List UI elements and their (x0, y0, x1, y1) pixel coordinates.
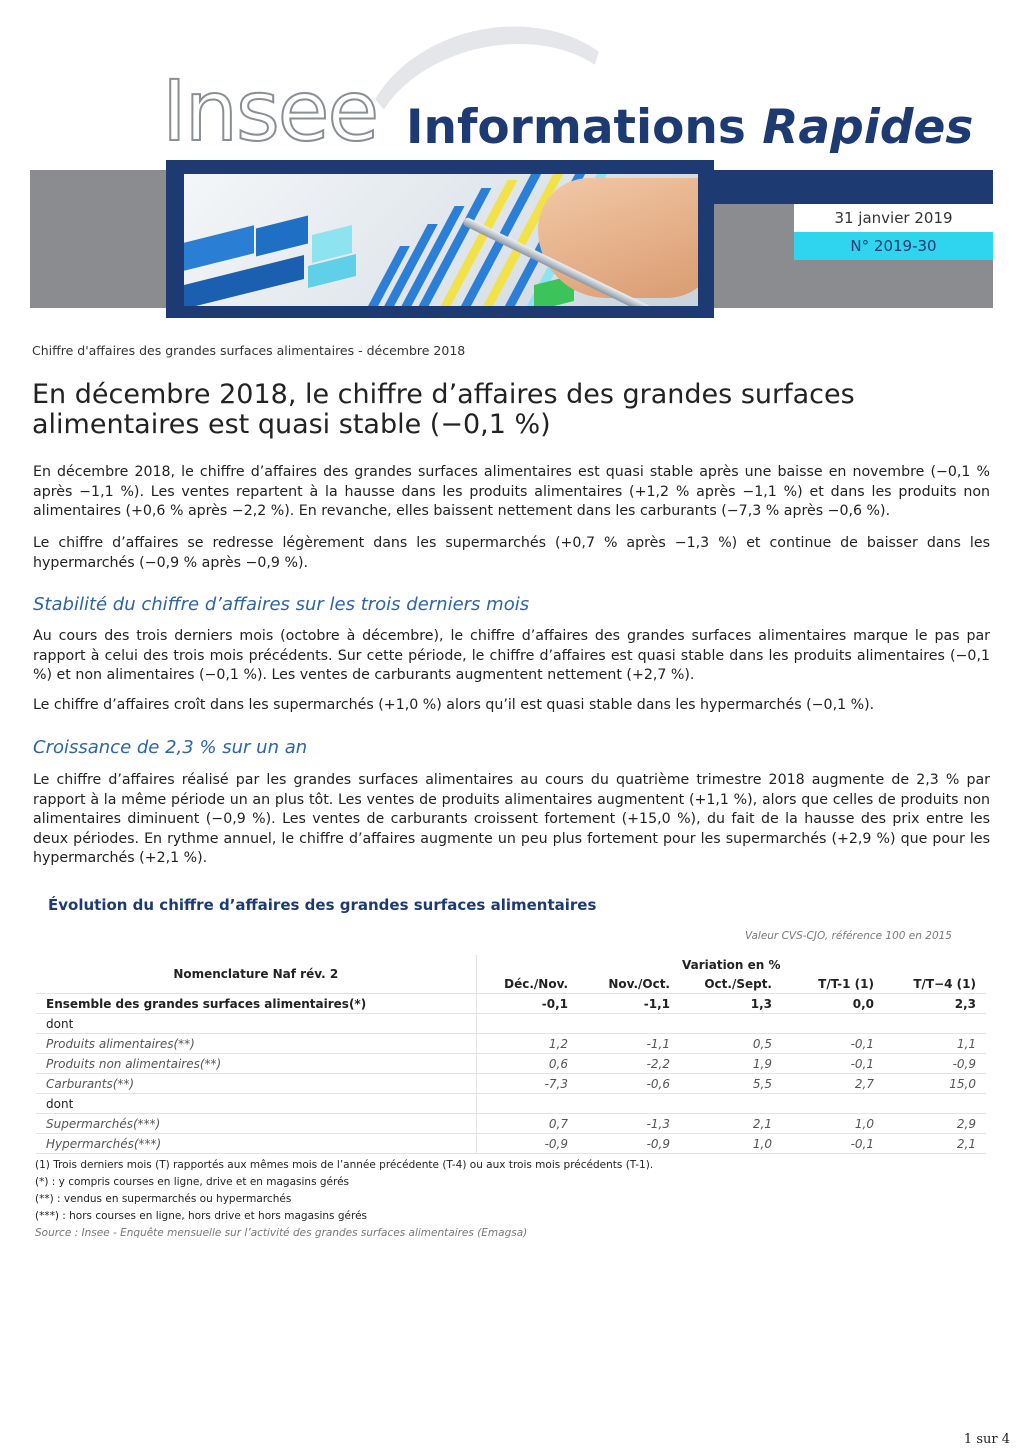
cell-value: 2,3 (884, 994, 986, 1014)
cell-value: 1,9 (680, 1054, 782, 1074)
table-row (36, 994, 986, 1014)
cell-value: -7,3 (476, 1074, 578, 1094)
page-number: 1 sur 4 (963, 1432, 1010, 1447)
column-header: T/T-1 (1) (782, 974, 884, 994)
insee-logo: Insee (162, 62, 378, 160)
table-row (36, 1094, 986, 1114)
cell-value: -0,1 (782, 1054, 884, 1074)
headline: En décembre 2018, le chiffre d’affaires des grandes surfaces alimentaires est quasi stable (−0,1 %) (32, 379, 855, 440)
row-label: Supermarchés(***) (36, 1114, 476, 1134)
footnote: (***) : hors courses en ligne, hors drive et hors magasins gérés (35, 1210, 367, 1222)
table-row (36, 1134, 986, 1154)
table-row (36, 1054, 986, 1074)
footnote: (*) : y compris courses en ligne, drive et en magasins gérés (35, 1176, 350, 1188)
cell-value (680, 1094, 782, 1114)
column-header: Oct./Sept. (680, 974, 782, 994)
publication-number: N° 2019-30 (794, 232, 993, 260)
row-label: Ensemble des grandes surfaces alimentaires(*) (36, 994, 476, 1014)
row-label: Carburants(**) (36, 1074, 476, 1094)
cell-value: -0,9 (476, 1134, 578, 1154)
cell-value: -0,6 (578, 1074, 680, 1094)
row-label: Produits alimentaires(**) (36, 1034, 476, 1054)
cell-value: -0,1 (476, 994, 578, 1014)
row-label: dont (36, 1094, 476, 1114)
paragraph-5: Le chiffre d’affaires réalisé par les grandes surfaces alimentaires au cours du quatrième trimestre 2018 augmente de 2,3 % par rapport à la même période un an plus tôt. Les ventes de produits alimentaires augmentent (+1,1 %), alors que celles de produits non alimentaires diminuent (−0,9 %). Les ventes de carburants croissent fortement (+15,0 %), du fait de la hausse des prix entre les deux périodes. En rythme annuel, le chiffre d’affaires augmente un peu plus fortement pour les supermarchés (+2,9 %) que pour les hypermarchés (+2,1 %). (33, 772, 990, 866)
table-title: Évolution du chiffre d’affaires des grandes surfaces alimentaires (48, 896, 597, 914)
footnote: (1) Trois derniers mois (T) rapportés aux mêmes mois de l’année précédente (T-4) ou aux trois mois précédents (T-1). (35, 1159, 654, 1171)
row-label: dont (36, 1014, 476, 1034)
cell-value (578, 1094, 680, 1114)
cell-value: -0,1 (782, 1034, 884, 1054)
column-header: T/T−4 (1) (884, 974, 986, 994)
cell-value: 0,7 (476, 1114, 578, 1134)
cell-value: -2,2 (578, 1054, 680, 1074)
cell-value: -1,1 (578, 1034, 680, 1054)
cell-value: 1,0 (680, 1134, 782, 1154)
cell-value: 0,0 (782, 994, 884, 1014)
subhead-2: Croissance de 2,3 % sur un an (33, 737, 308, 758)
cell-value: 1,2 (476, 1034, 578, 1054)
cell-value: 1,0 (782, 1114, 884, 1134)
cell-value: 5,5 (680, 1074, 782, 1094)
table-note: Valeur CVS-CJO, référence 100 en 2015 (744, 930, 952, 942)
cell-value: -0,9 (578, 1134, 680, 1154)
column-header: Déc./Nov. (476, 974, 578, 994)
variation-header: Variation en % (476, 955, 986, 974)
cell-value: -0,1 (782, 1134, 884, 1154)
cell-value (782, 1094, 884, 1114)
cell-value (884, 1094, 986, 1114)
header-tab (714, 170, 993, 204)
cell-value: 2,9 (884, 1114, 986, 1134)
column-header: Nov./Oct. (578, 974, 680, 994)
publication-date: 31 janvier 2019 (794, 204, 993, 232)
nomenclature-header: Nomenclature Naf rév. 2 (36, 955, 476, 994)
cell-value: 15,0 (884, 1074, 986, 1094)
publication-title: Informations Rapides (406, 100, 974, 155)
cell-value (782, 1014, 884, 1034)
cell-value (476, 1094, 578, 1114)
cell-value: -1,1 (578, 994, 680, 1014)
subhead-1: Stabilité du chiffre d’affaires sur les trois derniers mois (33, 594, 530, 615)
cell-value: 0,6 (476, 1054, 578, 1074)
footnote: (**) : vendus en supermarchés ou hypermarchés (35, 1193, 292, 1205)
cell-value (884, 1014, 986, 1034)
cell-value: 1,1 (884, 1034, 986, 1054)
row-label: Hypermarchés(***) (36, 1134, 476, 1154)
table-row (36, 1114, 986, 1134)
row-label: Produits non alimentaires(**) (36, 1054, 476, 1074)
cell-value: 1,3 (680, 994, 782, 1014)
cell-value: 0,5 (680, 1034, 782, 1054)
cell-value (578, 1014, 680, 1034)
cell-value (680, 1014, 782, 1034)
cell-value: 2,1 (884, 1134, 986, 1154)
data-table (36, 955, 986, 1154)
paragraph-2: Le chiffre d’affaires se redresse légèrement dans les supermarchés (+0,7 % après −1,3 %) et continue de baisser dans les hypermarchés (−0,9 % après −0,9 %). (33, 535, 990, 571)
cell-value: -1,3 (578, 1114, 680, 1134)
cell-value: 2,7 (782, 1074, 884, 1094)
cell-value: 2,1 (680, 1114, 782, 1134)
cell-value: -0,9 (884, 1054, 986, 1074)
header-photo (184, 174, 698, 306)
source-note: Source : Insee - Enquête mensuelle sur l’activité des grandes surfaces alimentaires (Emagsa) (35, 1227, 528, 1239)
table-row (36, 1034, 986, 1054)
table-row (36, 1014, 986, 1034)
paragraph-3: Au cours des trois derniers mois (octobre à décembre), le chiffre d’affaires des grandes surfaces alimentaires marque le pas par rapport à celui des trois mois précédents. Sur cette période, le chiffre d’affaires est quasi stable dans les produits alimentaires (−0,1 %) et non alimentaires (−0,1 %). Les ventes de carburants augmentent nettement (+2,7 %). (33, 628, 990, 683)
table-row (36, 1074, 986, 1094)
kicker: Chiffre d'affaires des grandes surfaces alimentaires - décembre 2018 (32, 343, 466, 358)
paragraph-4: Le chiffre d’affaires croît dans les supermarchés (+1,0 %) alors qu’il est quasi stable dans les hypermarchés (−0,1 %). (33, 697, 875, 713)
cell-value (476, 1014, 578, 1034)
paragraph-1: En décembre 2018, le chiffre d’affaires des grandes surfaces alimentaires est quasi stable après une baisse en novembre (−0,1 % après −1,1 %). Les ventes repartent à la hausse dans les produits alimentaires (+1,2 % après −1,1 %) et dans les produits non alimentaires (+0,6 % après −2,2 %). En revanche, elles baissent nettement dans les carburants (−7,3 % après −0,6 %). (33, 464, 990, 519)
